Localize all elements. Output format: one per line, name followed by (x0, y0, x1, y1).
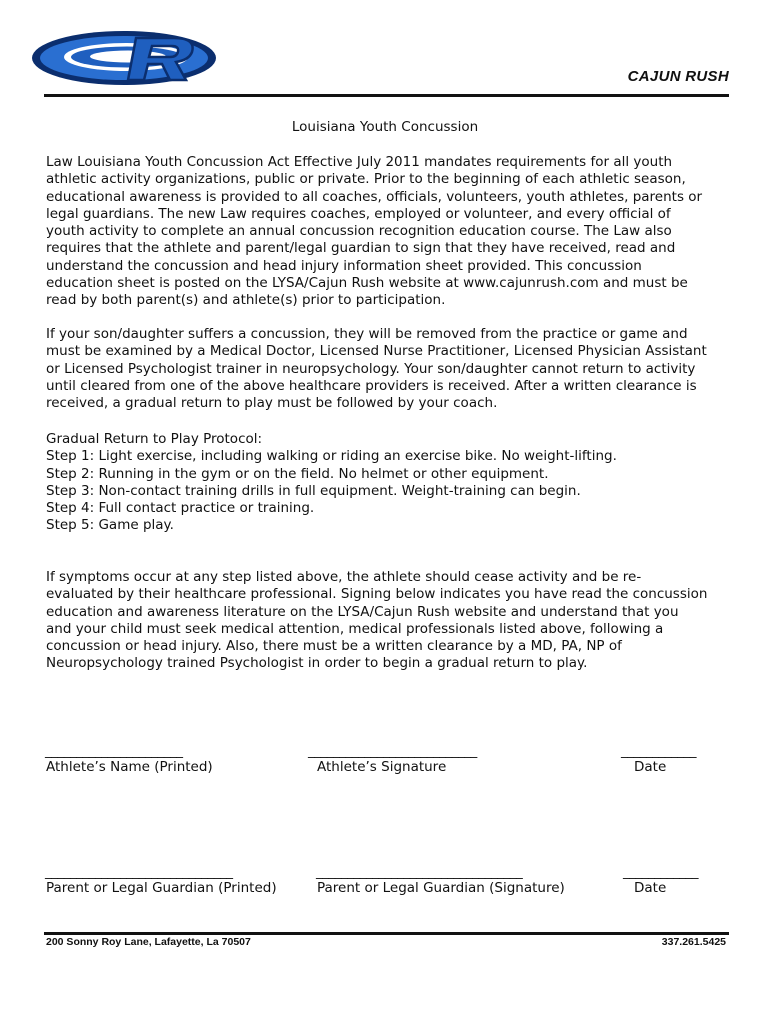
text-line: Neuropsychology trained Psychologist in order to begin a gradual return to play. (46, 655, 588, 672)
text-line: and your child must seek medical attention, medical professionals listed above, following a (46, 620, 664, 637)
text-line: If your son/daughter suffers a concussion, they will be removed from the practice or game and (46, 326, 688, 342)
guardian-date-field[interactable]: ____________ (623, 864, 698, 880)
removal-paragraph (46, 326, 736, 412)
athlete-name-field[interactable]: ______________________ (45, 743, 183, 759)
symptoms-paragraph (46, 569, 736, 673)
header-divider (44, 94, 729, 97)
protocol-list (46, 431, 736, 535)
text-line: educational awareness is provided to all coaches, officials, volunteers, youth athletes, parents or (46, 188, 703, 205)
text-line: education and awareness literature on the LYSA/Cajun Rush website and understand that you (46, 603, 679, 620)
text-line: athletic activity organizations, public or private. Prior to the beginning of each athletic season, (46, 171, 686, 188)
protocol-step: Step 1: Light exercise, including walking or riding an exercise bike. No weight-lifting. (46, 448, 617, 465)
text-line: until cleared from one of the above healthcare providers is received. After a written clearance is (46, 377, 697, 394)
cajun-rush-logo (24, 24, 224, 92)
text-line: If symptoms occur at any step listed above, the athlete should cease activity and be re- (46, 569, 642, 585)
athlete-signature-label: Athlete’s Signature (317, 759, 447, 775)
athlete-date-field[interactable]: ____________ (621, 743, 696, 759)
athlete-signature-field[interactable]: ___________________________ (308, 743, 477, 759)
page-title: Louisiana Youth Concussion (291, 119, 479, 135)
protocol-step: Step 4: Full contact practice or training. (46, 500, 315, 517)
text-line: youth activity to complete an annual concussion recognition education course. The Law also (46, 223, 672, 240)
protocol-step: Step 5: Game play. (46, 517, 174, 534)
protocol-step: Step 2: Running in the gym or on the field. No helmet or other equipment. (46, 465, 549, 482)
text-line: received, a gradual return to play must be followed by your coach. (46, 395, 498, 412)
text-line: concussion or head injury. Also, there must be a written clearance by a MD, PA, NP of (46, 638, 622, 655)
footer-phone: 337.261.5425 (661, 936, 726, 948)
text-line: legal guardians. The new Law requires coaches, employed or volunteer, and every official of (46, 205, 671, 222)
date-label: Date (634, 880, 667, 896)
footer-address: 200 Sonny Roy Lane, Lafayette, La 70507 (46, 936, 251, 948)
guardian-name-label: Parent or Legal Guardian (Printed) (46, 880, 277, 896)
date-label: Date (634, 759, 667, 775)
text-line: Law Louisiana Youth Concussion Act Effective July 2011 mandates requirements for all youth (46, 154, 673, 170)
brand-name: CAJUN RUSH (627, 68, 729, 85)
text-line: read by both parent(s) and athlete(s) prior to participation. (46, 292, 446, 309)
text-line: education sheet is posted on the LYSA/Cajun Rush website at www.cajunrush.com and must be (46, 275, 688, 292)
guardian-signature-field[interactable]: _________________________________ (316, 864, 523, 880)
athlete-name-label: Athlete’s Name (Printed) (46, 759, 213, 775)
text-line: or Licensed Psychologist trainer in neuropsychology. Your son/daughter cannot return to activity (46, 360, 696, 377)
text-line: evaluated by their healthcare professional. Signing below indicates you have read the concussion (46, 586, 708, 603)
text-line: must be examined by a Medical Doctor, Licensed Nurse Practitioner, Licensed Physician Assistant (46, 343, 707, 360)
protocol-step: Step 3: Non-contact training drills in full equipment. Weight-training can begin. (46, 482, 581, 499)
guardian-name-field[interactable]: ______________________________ (45, 864, 233, 880)
protocol-heading: Gradual Return to Play Protocol: (46, 431, 263, 447)
footer-divider (44, 932, 729, 935)
text-line: requires that the athlete and parent/legal guardian to sign that they have received, read and (46, 240, 676, 257)
guardian-signature-label: Parent or Legal Guardian (Signature) (317, 880, 565, 896)
intro-paragraph (46, 154, 736, 310)
text-line: understand the concussion and head injury information sheet provided. This concussion (46, 257, 642, 274)
